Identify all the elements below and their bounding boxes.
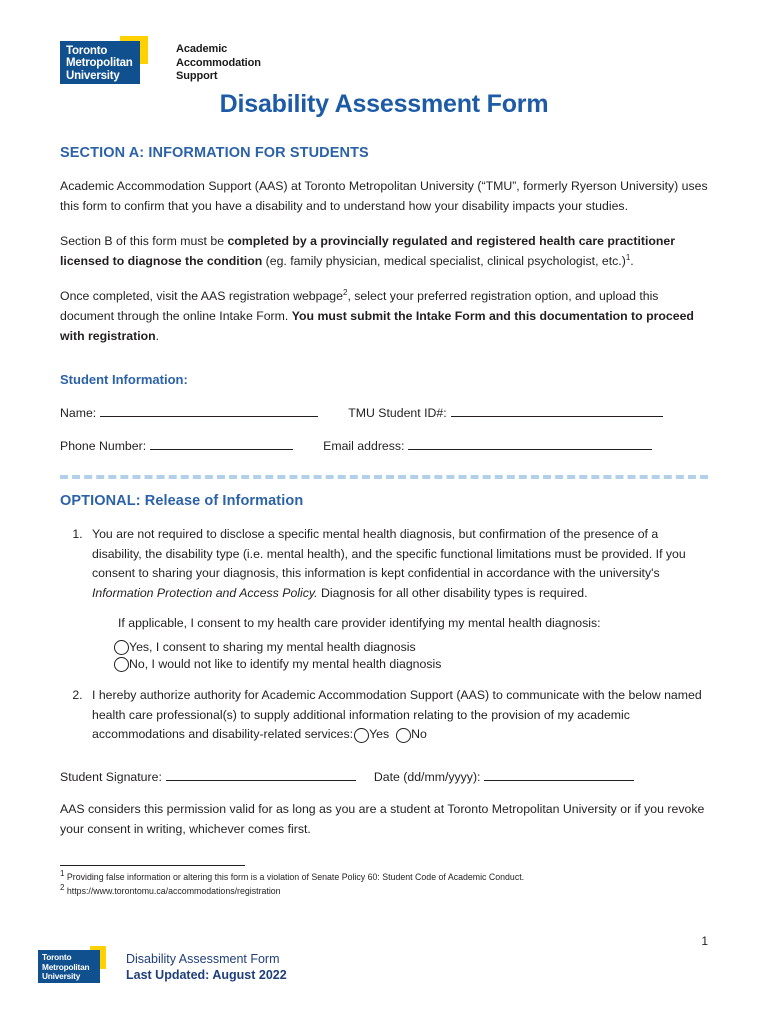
footnote-1-text: Providing false information or altering this form is a violation of Senate Policy 60: Student Code of Academic Conduct. [66, 872, 525, 883]
date-label: Date (dd/mm/yyyy): [373, 769, 481, 784]
unit-line-3: Support [176, 70, 218, 82]
page-title: Disability Assessment Form [219, 90, 549, 118]
footnotes-block [60, 871, 708, 898]
release-of-information-heading: OPTIONAL: Release of Information [60, 493, 304, 510]
tmu-logo [60, 36, 156, 84]
student-id-input[interactable] [451, 403, 663, 417]
footer-logo-line-3: University [42, 971, 81, 982]
footnote-marker-2: 2 [342, 288, 348, 298]
section-a-paragraph-1: Academic Accommodation Support (AAS) at Toronto Metropolitan University (“TMU”, formerly Ryerson University) uses this form to confirm that you have a disability and to understand how your disability impacts your studies. [60, 179, 708, 213]
footnote-separator [60, 865, 245, 866]
authorize-yes-label: Yes [369, 727, 390, 742]
name-label: Name: [60, 406, 97, 421]
consent-item-1 [86, 525, 708, 673]
radio-option-yes-label: Yes, I consent to sharing my mental health diagnosis [129, 640, 416, 655]
section-divider [60, 475, 708, 479]
footnote-2-marker: 2 [60, 882, 65, 892]
section-a-paragraph-3 [60, 287, 708, 346]
date-field-group [374, 767, 635, 784]
footer-logo-line-1: Toronto [42, 952, 72, 962]
phone-input[interactable] [150, 436, 293, 450]
radio-option-no-label: No, I would not like to identify my mental health diagnosis [129, 657, 442, 672]
logo-line-1: Toronto [66, 45, 108, 57]
footer-last-updated: Last Updated: August 2022 [126, 968, 287, 982]
signature-label: Student Signature: [60, 769, 162, 784]
signature-field-group [60, 767, 356, 784]
paragraph-2-bold-1: completed by a provincially regulated and registered health care practitioner licensed to diagnose the condition [60, 234, 676, 268]
footnote-1 [60, 871, 708, 885]
student-id-label: TMU Student ID#: [348, 406, 447, 421]
consent-item-1-part-1: You are not required to disclose a specific mental health diagnosis, but confirmation of the presence of a disability, the disability type (i.e. mental health), and the specific functional limitations must be provided. If you consent to sharing your diagnosis, this information is kept confidential in accordance with the university's [92, 527, 686, 581]
email-field-group [323, 436, 652, 453]
authorize-no-label: No [411, 727, 427, 742]
closing-text: AAS considers this permission valid for as long as you are a student at Toronto Metropolitan University or if you revoke your consent in writing, whichever comes first. [60, 801, 705, 836]
document-header [60, 30, 708, 84]
authorize-no-option[interactable] [395, 725, 433, 745]
date-input[interactable] [484, 767, 634, 781]
radio-option-no[interactable] [114, 656, 708, 673]
consent-list [60, 525, 708, 745]
footer-logo-line-2: Metropolitan [42, 961, 90, 972]
radio-option-yes[interactable] [114, 639, 708, 656]
footnote-1-marker: 1 [60, 869, 65, 879]
unit-name [176, 36, 261, 84]
footnote-2 [60, 882, 708, 899]
page-number: 1 [701, 934, 708, 948]
email-input[interactable] [408, 436, 652, 450]
logo-wordmark [60, 41, 140, 84]
student-id-field-group [348, 403, 662, 420]
footer-document-name: Disability Assessment Form [126, 952, 280, 966]
consent-item-1-part-2: Diagnosis for all other disability types is required. [317, 585, 588, 600]
phone-field-group [60, 436, 293, 453]
diagnosis-consent-radio-group [114, 639, 708, 673]
signature-input[interactable] [166, 767, 356, 781]
paragraph-2-part-2: (eg. family physician, medical specialist, clinical psychologist, etc.) [262, 253, 626, 268]
radio-circle-icon[interactable] [114, 640, 129, 655]
footer-logo-wordmark [38, 950, 100, 983]
logo-line-3: University [66, 69, 120, 82]
authorize-yes-option[interactable] [353, 725, 395, 745]
paragraph-3-part-3: . [155, 328, 160, 343]
unit-line-1: Academic [176, 43, 228, 55]
paragraph-2-part-3: . [630, 253, 634, 268]
section-a-heading: SECTION A: INFORMATION FOR STUDENTS [60, 145, 369, 161]
footnote-marker-1: 1 [625, 252, 631, 262]
radio-circle-icon[interactable] [114, 657, 129, 672]
student-information-heading: Student Information: [60, 372, 188, 388]
paragraph-3-part-2: , select your preferred registration option, and upload this document through the online Intake Form. [60, 289, 659, 323]
radio-circle-icon[interactable] [354, 728, 369, 743]
section-a-paragraph-2 [60, 232, 708, 271]
name-field-group [60, 403, 318, 420]
document-footer [38, 946, 287, 986]
email-label: Email address: [323, 439, 405, 454]
paragraph-3-part-1: Once completed, visit the AAS registration webpage [60, 289, 343, 304]
consent-item-2 [86, 686, 708, 745]
signature-row [60, 767, 708, 784]
radio-circle-icon[interactable] [396, 728, 411, 743]
name-input[interactable] [100, 403, 318, 417]
unit-line-2: Accommodation [176, 56, 261, 69]
footer-tmu-logo [38, 946, 114, 986]
logo-line-2: Metropolitan [66, 57, 133, 70]
paragraph-2-part-1: Section B of this form must be [60, 234, 228, 249]
student-contact-row [60, 436, 708, 453]
footnote-2-text[interactable]: https://www.torontomu.ca/accommodations/registration [66, 885, 281, 896]
consent-prompt: If applicable, I consent to my health care provider identifying my mental health diagnosis: [118, 615, 601, 630]
student-information-block [60, 372, 708, 453]
consent-item-2-text: I hereby authorize authority for Academic Accommodation Support (AAS) to communicate with the below named health care professional(s) to supply additional information relating to the provision of my academic accommodations and disability-related services: [92, 688, 702, 742]
footer-text [126, 946, 287, 983]
consent-item-1-policy-name: Information Protection and Access Policy. [92, 585, 318, 600]
student-name-row [60, 403, 708, 420]
phone-label: Phone Number: [60, 439, 147, 454]
paragraph-3-bold-1: You must submit the Intake Form and this documentation to proceed with registration [60, 308, 694, 343]
